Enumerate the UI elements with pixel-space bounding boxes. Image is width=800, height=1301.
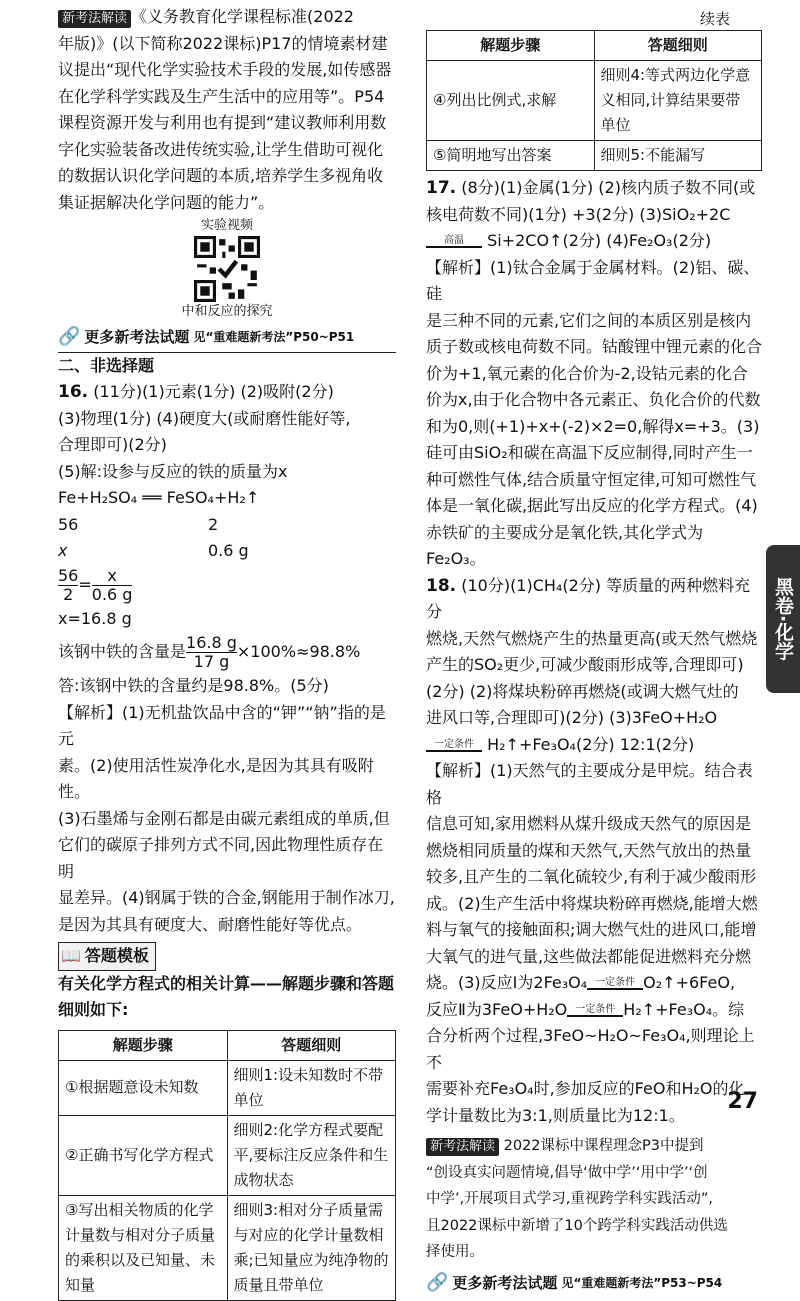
q17-number: 17. bbox=[426, 178, 457, 198]
q17-analysis-6: 硅可由SiO₂和碳在高温下反应制得,同时产生一 bbox=[426, 443, 753, 462]
template-header bbox=[58, 942, 396, 971]
more-questions-title-2: 更多新考法试题 bbox=[452, 1273, 558, 1292]
q16-equation: Fe+H₂SO₄ ══ FeSO₄+H₂↑ bbox=[58, 488, 260, 507]
calc-row-1: 56 2 bbox=[58, 514, 219, 534]
q18-analysis-1: 信息可知,家用燃料从煤升级成天然气的原因是 bbox=[426, 814, 752, 833]
q18-analysis-6: 大氧气的进气量,这些做法都能促进燃料充分燃 bbox=[426, 946, 752, 966]
q18-line-0: 18. (10分)(1)CH₄(2分) 等质量的两种燃料充分 bbox=[426, 575, 751, 621]
intro-line-5: 字化实验装备改进传统实验,让学生借助可视化 bbox=[58, 139, 384, 159]
template-title: 有关化学方程式的相关计算——解题步骤和答题 bbox=[58, 973, 395, 993]
q17-analysis-9: 赤铁矿的主要成分是氧化铁,其化学式为Fe₂O₃。 bbox=[426, 522, 704, 568]
intro-line-7: 集证据解决化学问题的能力”。 bbox=[58, 192, 275, 212]
table-row: ④列出比例式,求解 细则4:等式两边化学意义相同,计算结果要带单位 bbox=[427, 61, 762, 141]
q18-reaction-1: 烧。(3)反应Ⅰ为2Fe₃O₄ 一定条件 O₂↑+6FeO, bbox=[426, 973, 736, 992]
table-header-row bbox=[427, 31, 762, 61]
analysis-line-2: (3)石墨烯与金刚石都是由碳元素组成的单质,但 bbox=[58, 808, 390, 828]
q17-analysis-0: 【解析】(1)钛合金属于金属材料。(2)铝、碳、硅 bbox=[426, 257, 760, 303]
more-questions-title-1: 更多新考法试题 bbox=[84, 328, 190, 346]
more-questions-ref-2: 见“重难题新考法”P53~P54 bbox=[561, 1275, 723, 1290]
link-icon: 🔗 bbox=[426, 1271, 449, 1293]
q18-tail-2: 学计量数比为3:1,则质量比为12:1。 bbox=[426, 1105, 685, 1125]
new-method-line-3: 且2022课标中新增了10个跨学科实践活动供选 bbox=[426, 1217, 728, 1234]
page-number: 27 bbox=[727, 1089, 758, 1114]
new-method-line-2: 中学’,开展项目式学习,重视跨学科实践活动”, bbox=[426, 1191, 713, 1207]
table-row: ③写出相关物质的化学计量数与相对分子质量的乘积以及已知量、未知量 细则3:相对分子质量需与对应的化学计量数相乘;已知量应为纯净物的质量且带单位 bbox=[59, 1195, 396, 1300]
table-header: 解题步骤 bbox=[427, 31, 595, 61]
new-method-tag-2: 新考法解读 bbox=[426, 1138, 499, 1156]
more-questions-ref-1: 见“重难题新考法”P50~P51 bbox=[193, 330, 355, 344]
steps-table-left bbox=[58, 1030, 396, 1301]
more-questions-banner-2[interactable] bbox=[426, 1270, 762, 1297]
intro-line-3: 在化学科学实践及生产生活中的应用等”。P54 bbox=[58, 86, 385, 106]
analysis-line-1: 素。(2)使用活性炭净化水,是因为其具有吸附性。 bbox=[58, 755, 374, 801]
q18-number: 18. bbox=[426, 575, 457, 596]
q16-line-0: 16. (11分)(1)元素(1分) (2)吸附(2分) bbox=[58, 382, 334, 402]
intro-line-0: 新考法解读 《义务教育化学课程标准(2022 bbox=[58, 4, 396, 31]
more-questions-banner-1[interactable] bbox=[58, 324, 396, 351]
intro-line-6: 的数据认识化学问题的本质,培养学生多视角收 bbox=[58, 166, 384, 185]
q16-line-3: (5)解:设参与反应的铁的质量为x bbox=[58, 461, 288, 481]
q18-line-4: 进风口等,合理即可)(2分) (3)3FeO+H₂O bbox=[426, 708, 718, 727]
qr-code-icon[interactable] bbox=[194, 236, 260, 302]
side-tab: 黑卷·化学 bbox=[766, 545, 800, 693]
analysis-line-0: 【解析】(1)无机盐饮品中含的“钾”“钠”指的是元 bbox=[58, 702, 386, 748]
steps-table-right bbox=[426, 30, 762, 171]
q17-analysis-1: 是三种不同的元素,它们之间的本质区别是核内 bbox=[426, 310, 752, 330]
table-header: 答题细则 bbox=[227, 1030, 396, 1060]
q18-line-1: 燃烧,天然气燃烧产生的热量更高(或天然气燃烧 bbox=[426, 628, 758, 648]
q17-analysis-4: 价为x,由于化合物中各元素正、负化合价的代数 bbox=[426, 390, 761, 409]
table-header: 答题细则 bbox=[594, 31, 762, 61]
template-title-2: 细则如下: bbox=[58, 1000, 129, 1019]
table-row: ①根据题意设未知数 细则1:设未知数时不带单位 bbox=[59, 1060, 396, 1115]
continued-label: 续表 bbox=[700, 10, 731, 28]
q16-line-2: 合理即可)(2分) bbox=[58, 435, 167, 454]
analysis-line-5: 是因为其具有硬度大、耐磨性能好等优点。 bbox=[58, 914, 363, 934]
template-tag: 📖 答题模板 bbox=[58, 942, 156, 971]
q17-equation: 高温 Si+2CO↑(2分) (4)Fe₂O₃(2分) bbox=[426, 228, 762, 255]
calc-row-2: x 0.6 g bbox=[58, 541, 249, 560]
answer-line: 答:该钢中铁的含量约是98.8%。(5分) bbox=[58, 676, 329, 695]
q17-analysis-8: 体是一氧化碳,据此写出反应的化学方程式。(4) bbox=[426, 496, 758, 515]
table-row: ②正确书写化学方程式 细则2:化学方程式要配平,要标注反应条件和生成物状态 bbox=[59, 1115, 396, 1195]
q18-analysis-3: 较多,且产生的二氧化硫较少,有利于减少酸雨形 bbox=[426, 867, 757, 886]
q18-analysis-0: 【解析】(1)天然气的主要成分是甲烷。结合表格 bbox=[426, 761, 753, 807]
q18-tail-0: 合分析两个过程,3FeO~H₂O~Fe₃O₄,则理论上不 bbox=[426, 1026, 755, 1072]
link-icon: 🔗 bbox=[58, 326, 81, 347]
q18-analysis-4: 成。(2)生产生活中将煤块粉碎再燃烧,能增大燃 bbox=[426, 893, 758, 913]
q18-line-3: (2分) (2)将煤块粉碎再燃烧(或调大燃气灶的 bbox=[426, 681, 739, 701]
right-column bbox=[426, 30, 762, 1300]
q17-analysis-5: 和为0,则(+1)+x+(-2)×2=0,解得x=+3。(3) bbox=[426, 416, 760, 436]
new-method-line-0: 新考法解读 2022课标中课程理念P3中提到 bbox=[426, 1133, 762, 1160]
reaction-condition: 一定条件 bbox=[434, 738, 474, 750]
q18-line-2: 产生的SO₂更少,可减少酸雨形成等,合理即可) bbox=[426, 655, 744, 674]
table-row: ⑤简明地写出答案 细则5:不能漏写 bbox=[427, 141, 762, 171]
intro-line-2: 议提出“现代化学实验技术手段的发展,如传感器 bbox=[58, 60, 392, 79]
qr-caption-top: 实验视频 bbox=[200, 218, 253, 233]
reaction-condition: 高温 bbox=[444, 235, 464, 246]
intro-line-1: 年版)》(以下简称2022课标)P17的情境素材建 bbox=[58, 33, 388, 53]
qr-block bbox=[58, 218, 396, 320]
qr-caption-bottom: 中和反应的探究 bbox=[181, 304, 273, 319]
q18-analysis-5: 料与氧气的接触面积;调大燃气灶的进风口,能增 bbox=[426, 920, 757, 939]
q17-line-0: 17. (8分)(1)金属(1分) (2)核内质子数不同(或 bbox=[426, 178, 756, 198]
content-line: 该钢中铁的含量是 $\frac{16.8 g}{17 g}$ ×100%≈98.8% bbox=[58, 633, 361, 671]
q16-number: 16. bbox=[58, 382, 89, 402]
book-icon: 📖 bbox=[61, 946, 81, 965]
q17-analysis-3: 价为+1,氧元素的化合价为-2,设钴元素的化合 bbox=[426, 363, 748, 383]
q18-analysis-2: 燃烧相同质量的煤和天然气,天然气放出的热量 bbox=[426, 840, 752, 860]
table-header: 解题步骤 bbox=[59, 1030, 228, 1060]
x-value: x=16.8 g bbox=[58, 608, 132, 628]
q17-analysis-7: 种可燃性气体,结合质量守恒定律,可知可燃性气 bbox=[426, 469, 757, 489]
intro-line-4: 课程资源开发与利用也有提到“建议教师利用数 bbox=[58, 113, 387, 132]
new-method-line-4: 择使用。 bbox=[426, 1244, 484, 1260]
section-title: 二、非选择题 bbox=[58, 355, 155, 375]
q18-tail-1: 需要补充Fe₃O₄时,参加反应的FeO和H₂O的化 bbox=[426, 1079, 745, 1098]
analysis-line-3: 它们的碳原子排列方式不同,因此物理性质存在明 bbox=[58, 835, 384, 881]
q18-equation: 一定条件 H₂↑+Fe₃O₄(2分) 12:1(2分) bbox=[426, 732, 762, 759]
q16-line-1: (3)物理(1分) (4)硬度大(或耐磨性能好等, bbox=[58, 408, 351, 428]
q17-analysis-2: 质子数或核电荷数不同。钴酸锂中锂元素的化合 bbox=[426, 337, 763, 356]
q17-line-1: 核电荷数不同)(1分) +3(2分) (3)SiO₂+2C bbox=[426, 204, 731, 224]
left-column bbox=[58, 0, 396, 1301]
new-method-tag: 新考法解读 bbox=[58, 10, 131, 28]
analysis-line-4: 显差异。(4)钢属于铁的合金,钢能用于制作冰刀, bbox=[58, 888, 395, 907]
new-method-line-1: “创设真实问题情境,倡导‘做中学’‘用中学’‘创 bbox=[426, 1164, 708, 1181]
proportion: $\frac{56}{2}$ = $\frac{x}{0.6 g}$ bbox=[58, 565, 133, 604]
table-header-row bbox=[59, 1030, 396, 1060]
q18-reaction-2: 反应Ⅱ为3FeO+H₂O 一定条件 H₂↑+Fe₃O₄。综 bbox=[426, 999, 745, 1019]
